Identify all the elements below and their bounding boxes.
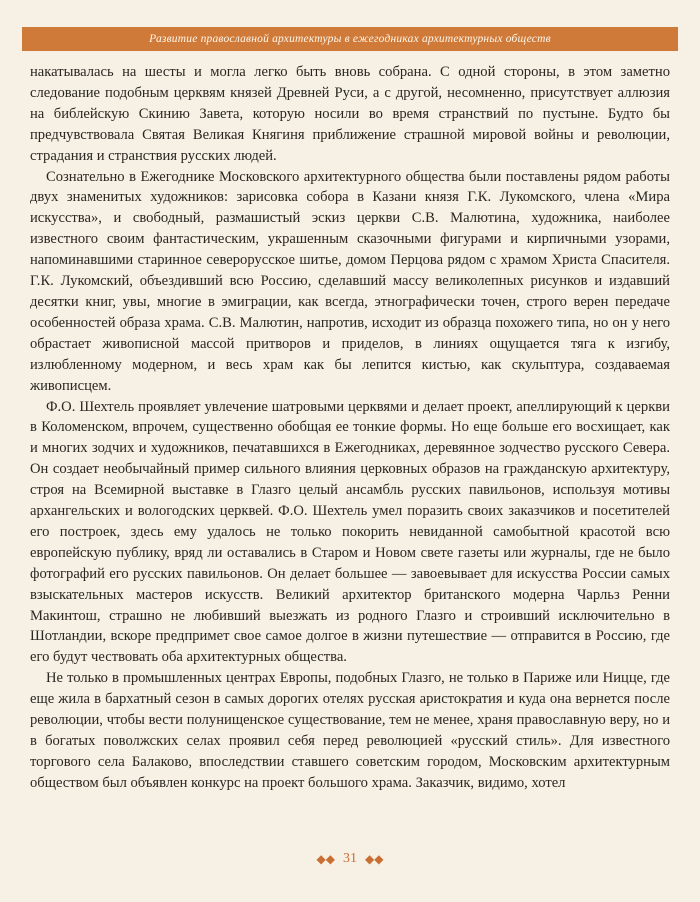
ornament-right-icon: ◆◆ bbox=[365, 851, 384, 866]
running-title: Развитие православной архитектуры в ежегодниках архитектурных обществ bbox=[149, 33, 551, 45]
ornament-left-icon: ◆◆ bbox=[316, 851, 335, 866]
page-number: 31 bbox=[343, 851, 357, 866]
running-header bbox=[22, 27, 678, 51]
paragraph: накатывалась на шесты и могла легко быть вновь собрана. С одной стороны, в этом заметно следование подобным церквям князей Древней Руси, а с другой, несомненно, присутствует аллюзия на библейскую Скинию Завета, которую носили во время странствий по пустыне. Будто бы предчувствовала Святая Великая Княгиня приближение страшной мировой войны и революции, страдания и странствия русских людей. bbox=[30, 64, 670, 164]
paragraph: Не только в промышленных центрах Европы, подобных Глазго, не только в Париже или Ницце, где еще жила в бархатный сезон в самых дорогих отелях русская аристократия и куда она вернется после революции, чтобы вести полунищенское существование, тем не менее, храня православную веру, но и в богатых поволжских селах проявил себя перед революцией «русский стиль». Для известного торгового села Балаково, впоследствии ставшего советским городом, Московским архитектурным обществом был объявлен конкурс на проект большого храма. Заказчик, видимо, хотел bbox=[30, 670, 670, 791]
article-body bbox=[30, 62, 670, 794]
paragraph: Сознательно в Ежегоднике Московского архитектурного общества были поставлены рядом работы двух знаменитых художников: зарисовка собора в Казани князя Г.К. Лукомского, члена «Мира искусства», и свободный, размашистый эскиз церкви С.В. Малютина, художника, наиболее известного своим фантастическим, украшенным сказочными фигурами и кирпичными узорами, напоминавшими старинное северорусское шитье, домом Перцова рядом с храмом Христа Спасителя. Г.К. Лукомский, объездивший всю Россию, сделавший массу великолепных рисунков и издавший десятки книг, увы, многие в эмиграции, как всегда, этнографически точен, строго верен передаче особенностей образа храма. С.В. Малютин, напротив, исходит из образца похожего типа, но он у него обрастает живописной массой притворов и приделов, в линиях ощущается тяга к изгибу, излюбленному модерном, и весь храм как бы лепится кистью, как скульптура, создаваемая живописцем. bbox=[30, 168, 670, 394]
paragraph: Ф.О. Шехтель проявляет увлечение шатровыми церквями и делает проект, апеллирующий к церкви в Коломенском, впрочем, существенно обобщая ее тонкие формы. Но еще больше его восхищает, как и многих зодчих и художников, печатавшихся в Ежегодниках, деревянное зодчество русского Севера. Он создает необычайный пример сильного влияния церковных образов на гражданскую архитектуру, строя на Всемирной выставке в Глазго целый ансамбль русских павильонов, используя мотивы архангельских и вологодских церквей. Ф.О. Шехтель умел поразить своих заказчиков и посетителей его построек, здесь ему удалось не только покорить невиданной самобытной красотой всю европейскую публику, вряд ли оставались в Старом и Новом свете газеты или журналы, где не было фотографий его русских павильонов. Он делает большее — завоевывает для искусства России самых взыскательных мастеров искусств. Великий архитектор британского модерна Чарльз Ренни Макинтош, страшно не любивший выезжать из родного Глазго и строивший исключительно в Шотландии, вскоре предпримет свое самое долгое в жизни путешествие — отправится в Россию, где его будут чествовать оба архитектурных общества. bbox=[30, 398, 670, 666]
page-footer bbox=[0, 848, 700, 870]
